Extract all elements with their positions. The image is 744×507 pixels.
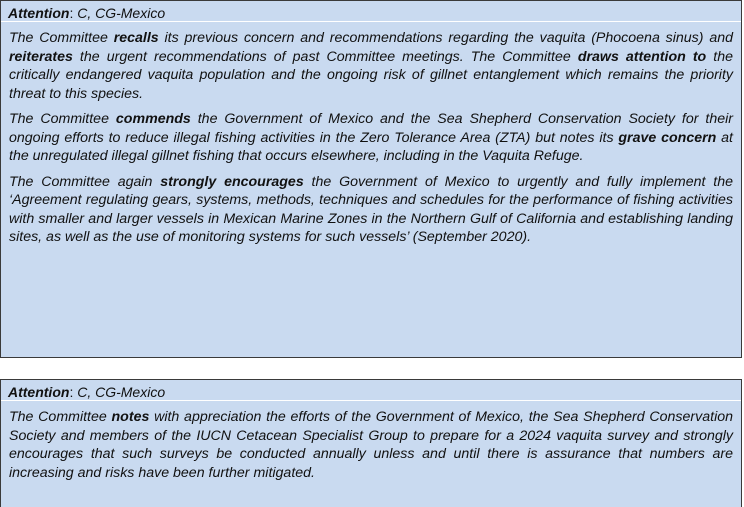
paragraph-text: The Committee [9,30,114,46]
paragraph-text: its previous concern and recommendations regarding the vaquita (Phocoena sinus) and [158,30,733,46]
attention-colon: : [69,5,74,21]
paragraph-text: the critically endangered vaquita population and the ongoing risk of gillnet entanglement which remains the priority threat to this species. [9,48,734,102]
emphasis-term: recalls [113,30,159,46]
paragraph-text: The Committee again [9,173,161,190]
paragraph-commends [9,110,733,166]
paragraph-text: the urgent recommendations of past Committee meetings. The Committee [72,48,578,65]
paragraph-text: at the unregulated illegal gillnet fishing that occurs elsewhere, including in the Vaquita Refuge. [9,129,733,164]
paragraph-strongly-encourages [9,173,733,247]
recommendation-box-2 [0,379,742,507]
attention-line [1,380,741,401]
paragraph-text: the Government of Mexico and the Sea Shepherd Conservation Society for their ongoing efforts to reduce illegal fishing activities in the Zero Tolerance Area (ZTA) but notes its [9,111,733,146]
attention-label: Attention [8,5,70,21]
emphasis-term: draws attention to [577,48,707,65]
recommendation-body [1,22,741,247]
attention-recipients: C, CG-Mexico [77,5,166,21]
emphasis-term: reiterates [9,48,73,65]
emphasis-term: grave concern [618,129,717,146]
paragraph-text: the Government of Mexico to urgently and fully implement the ‘Agreement regulating gears, systems, methods, techniques and schedules for the performance of fishing activities with smaller and larger vessels in Mexican Marine Zones in the Northern Gulf of California and establishing landing sites, as well as the use of monitoring systems for such vessels’ (September 2020). [9,173,733,245]
attention-recipients: C, CG-Mexico [77,384,166,400]
paragraph-notes [9,408,733,482]
emphasis-term: commends [115,111,191,127]
emphasis-term: strongly encourages [160,173,304,190]
recommendation-body [1,401,741,482]
emphasis-term: notes [111,409,150,425]
paragraph-text: The Committee [9,111,116,127]
attention-colon: : [69,384,74,400]
paragraph-text: The Committee [9,409,112,425]
paragraph-text: with appreciation the efforts of the Government of Mexico, the Sea Shepherd Conservation Society and members of the IUCN Cetacean Specialist Group to prepare for a 2024 vaquita survey and strongly encourages that such surveys be conducted annually unless and until there is assurance that numbers are increasing and risks have been further mitigated. [9,409,734,481]
paragraph-recalls [9,29,733,103]
attention-label: Attention [8,384,70,400]
attention-line [1,1,741,22]
